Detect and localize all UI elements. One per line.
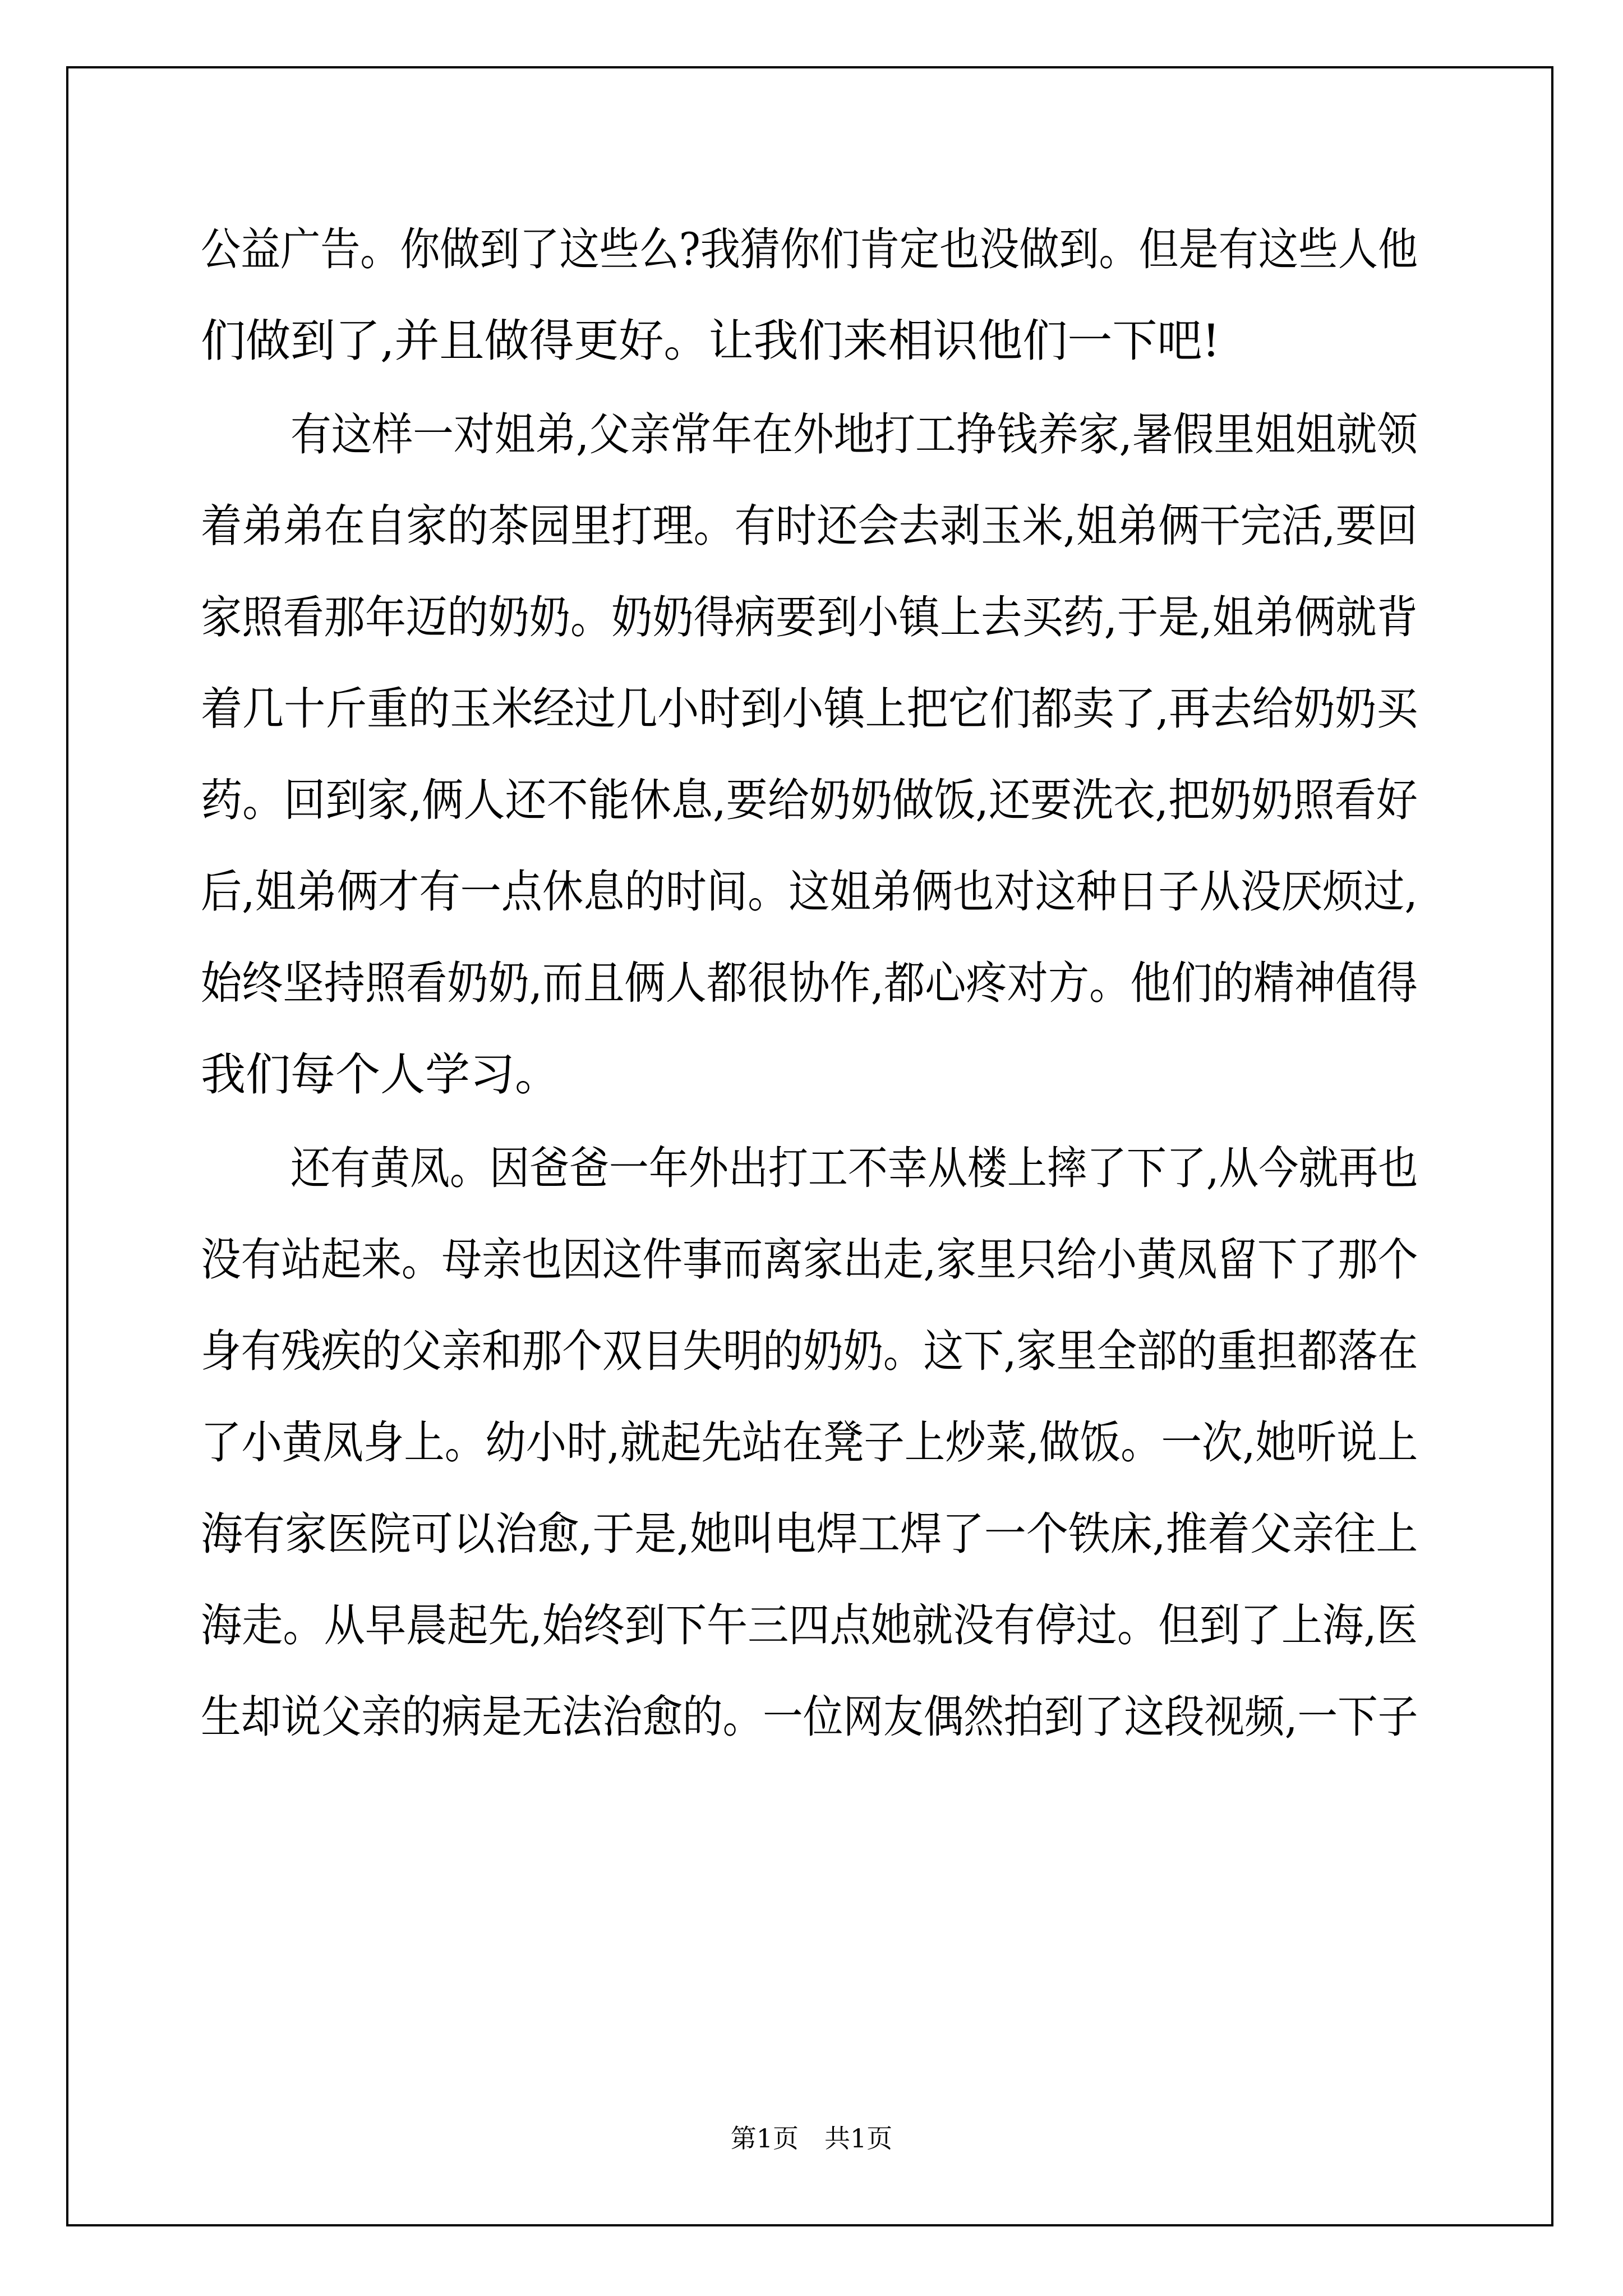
text-line-content: 后,姐弟俩才有一点休息的时间。这姐弟俩也对这种日子从没厌烦过, (201, 866, 1418, 918)
page-number-footer: 第1页 共1页 (730, 2123, 893, 2154)
text-line (201, 587, 1418, 678)
text-line (201, 1044, 1418, 1135)
text-line-content: 家照看那年迈的奶奶。奶奶得病要到小镇上去买药,于是,姐弟俩就背 (201, 591, 1418, 643)
text-line (201, 1138, 1418, 1229)
text-line-content: 生却说父亲的病是无法治愈的。一位网友偶然拍到了这段视频,一下子 (201, 1691, 1418, 1743)
text-line-content: 有这样一对姐弟,父亲常年在外地打工挣钱养家,暑假里姐姐就领 (291, 408, 1418, 461)
text-line-content: 我们每个人学习。 (201, 1048, 560, 1101)
document-body (201, 219, 1418, 1778)
text-line-content: 着弟弟在自家的茶园里打理。有时还会去剥玉米,姐弟俩干完活,要回 (201, 500, 1418, 552)
text-line-content: 身有残疾的父亲和那个双目失明的奶奶。这下,家里全部的重担都落在 (201, 1325, 1418, 1377)
text-line-content: 海有家医院可以治愈,于是,她叫电焊工焊了一个铁床,推着父亲往上 (201, 1508, 1418, 1560)
text-line-content: 还有黄凤。因爸爸一年外出打工不幸从楼上摔了下了,从今就再也 (291, 1142, 1418, 1194)
text-line (201, 1229, 1418, 1320)
text-line (201, 310, 1418, 402)
text-line (201, 1320, 1418, 1412)
text-line (201, 770, 1418, 861)
text-line (201, 1412, 1418, 1503)
text-line-content: 着几十斤重的玉米经过几小时到小镇上把它们都卖了,再去给奶奶买 (201, 683, 1418, 735)
text-line (201, 1503, 1418, 1595)
text-line (201, 404, 1418, 495)
text-line-content: 药。回到家,俩人还不能休息,要给奶奶做饭,还要洗衣,把奶奶照看好 (201, 774, 1418, 826)
text-line-content: 了小黄凤身上。幼小时,就起先站在凳子上炒菜,做饭。一次,她听说上 (201, 1416, 1418, 1469)
text-line (201, 861, 1418, 953)
text-line-content: 公益广告。你做到了这些么?我猜你们肯定也没做到。但是有这些人他 (201, 223, 1418, 275)
text-line (201, 1686, 1418, 1778)
text-line-content: 没有站起来。母亲也因这件事而离家出走,家里只给小黄凤留下了那个 (201, 1234, 1418, 1286)
text-line (201, 1595, 1418, 1686)
text-line (201, 495, 1418, 587)
text-line (201, 219, 1418, 310)
text-line-content: 们做到了,并且做得更好。让我们来相识他们一下吧! (201, 315, 1220, 367)
text-line (201, 678, 1418, 770)
text-line (201, 953, 1418, 1044)
text-line-content: 始终坚持照看奶奶,而且俩人都很协作,都心疼对方。他们的精神值得 (201, 957, 1418, 1009)
text-line-content: 海走。从早晨起先,始终到下午三四点她就没有停过。但到了上海,医 (201, 1599, 1418, 1651)
